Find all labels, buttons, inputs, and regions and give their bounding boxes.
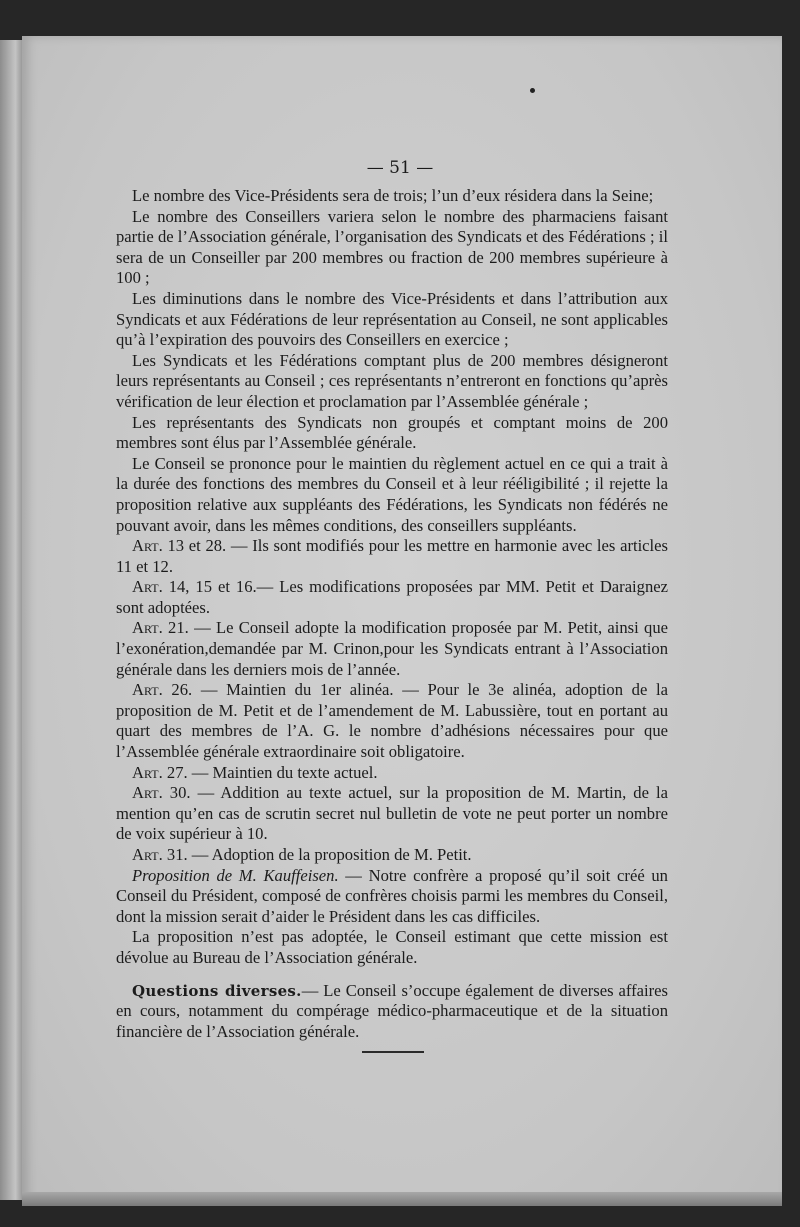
article-label: Art. (132, 783, 163, 803)
article-label: Art. (132, 762, 163, 782)
paragraph-text: Le nombre des Vice-Présidents sera de trois; l’un d’eux résidera dans la Seine; (132, 186, 654, 205)
paragraph-text: Le Conseil se prononce pour le maintien du règlement actuel en ce qui a trait à la durée des fonctions des membres du Conseil et à leur rééligibilité ; il rejette la proposition relative aux suppléants des Fédérations, les Syndicats non fédérés ne pouvant avoir, dans les mêmes conditions, des conseillers suppléants. (116, 453, 668, 535)
article-paragraph (116, 845, 668, 866)
closing-rule (362, 1051, 424, 1053)
paragraph (116, 186, 668, 207)
article-paragraph (116, 618, 668, 680)
paragraph (116, 413, 668, 454)
article-paragraph (116, 763, 668, 784)
section-heading: Questions diverses. (132, 981, 302, 1000)
paragraph-text: — Notre confrère a proposé qu’il soit créé un Conseil du Président, composé de confrères choisis parmi les membres du Conseil, dont la mission serait d’aider le Président dans les cas difficiles. (116, 865, 668, 926)
ink-speck (530, 88, 535, 93)
article-label: Art. (132, 845, 163, 864)
paragraph-text: 27. — Maintien du texte actuel. (162, 762, 378, 782)
paragraph-text: 30. — Addition au texte actuel, sur la proposition de M. Martin, de la mention qu’en cas de scrutin secret nul bulletin de vote ne peut porter un nombre de voix supérieur à 10. (116, 783, 668, 844)
proposal-label: Proposition de M. Kauffeisen. (132, 865, 339, 885)
paragraph-text: 13 et 28. — Ils sont modifiés pour les mettre en harmonie avec les articles 11 et 12. (116, 536, 668, 576)
article-label: Art. (132, 577, 163, 597)
paragraph-text: Les diminutions dans le nombre des Vice-Présidents et dans l’attribution aux Syndicats et aux Fédérations de leur représentation au Conseil, ne sont applicables qu’à l’expiration des pouvoirs des Conseillers en exercice ; (116, 288, 668, 350)
paragraph-text: 26. — Maintien du 1er alinéa. — Pour le 3e alinéa, adoption de la proposition de M. Petit et de l’amendement de M. Labussière, tout en portant au quart des membres de l’A. G. le nombre d’adhésions nécessaires pour que l’Assemblée générale extraordinaire soit obligatoire. (116, 680, 668, 762)
article-paragraph (116, 783, 668, 845)
article-paragraph (116, 577, 668, 618)
article-paragraph (116, 536, 668, 577)
paragraph-text: Les représentants des Syndicats non groupés et comptant moins de 200 membres sont élus par l’Assemblée générale. (116, 412, 668, 453)
article-label: Art. (132, 536, 163, 556)
article-paragraph (116, 680, 668, 762)
paragraph-text: La proposition n’est pas adoptée, le Conseil estimant que cette mission est dévolue au Bureau de l’Association générale. (116, 927, 668, 967)
paragraph-text: 14, 15 et 16.— Les modifications proposées par MM. Petit et Daraignez sont adoptées. (116, 577, 668, 617)
paragraph (116, 207, 668, 289)
page-bottom-edge (22, 1192, 782, 1206)
article-label: Art. (132, 618, 163, 638)
page-number: — 51 — (366, 158, 434, 178)
section-paragraph (116, 981, 668, 1043)
proposal-paragraph (116, 866, 668, 928)
paragraph (116, 927, 668, 968)
article-label: Art. (132, 680, 163, 700)
paragraph-text: Les Syndicats et les Fédérations comptant plus de 200 membres désigneront leurs représentants au Conseil ; ces représentants n’entreront en fonctions qu’après vérification de leur élection et proclamation par l’Assemblée générale ; (116, 350, 668, 411)
paragraph-text: — Le Conseil s’occupe également de diverses affaires en cours, notamment du compérage médico-pharmaceutique et de la situation financière de l’Association générale. (116, 980, 668, 1041)
paragraph-text: Le nombre des Conseillers variera selon le nombre des pharmaciens faisant partie de l’Association générale, l’organisation des Syndicats et des Fédérations ; il sera de un Conseiller par 200 membres ou fraction de 200 membres supérieure à 100 ; (116, 206, 668, 288)
paragraph-text: 21. — Le Conseil adopte la modification proposée par M. Petit, ainsi que l’exonération,demandée par M. Crinon,pour les Syndicats entrant à l’Association générale dans les derniers mois de l’année. (116, 618, 668, 679)
facing-page-edge (0, 40, 23, 1200)
paragraph-text: 31. — Adoption de la proposition de M. Petit. (162, 845, 472, 864)
paragraph (116, 351, 668, 413)
paragraph (116, 454, 668, 536)
paragraph (116, 289, 668, 351)
body-text (116, 186, 668, 1042)
